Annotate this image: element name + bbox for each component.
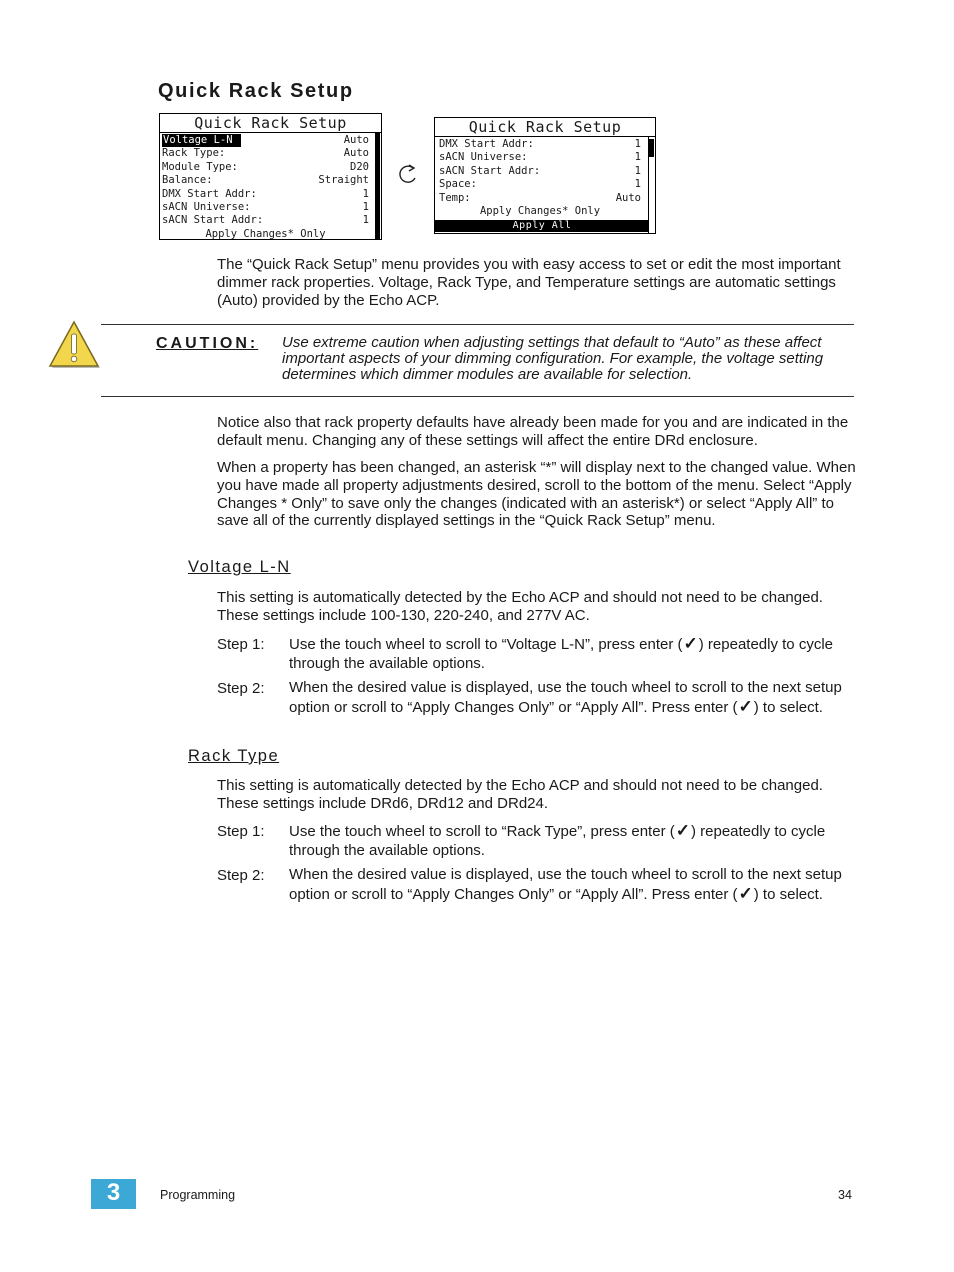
rack-type-step2-text: When the desired value is displayed, use the touch wheel to scroll to the next setup option or scroll to “Apply Changes Only” or “Apply All”. Press enter (✓) to select. <box>289 866 842 903</box>
lcd-apply-all-highlight: Apply All <box>435 220 649 232</box>
lcd-row-balance: Balance: Straight <box>162 174 369 187</box>
notice-paragraph: Notice also that rack property defaults have already been made for you and are indicated in the default menu. Changing any of these settings will affect the entire DRd enclosure. <box>217 414 849 449</box>
page-title: Quick Rack Setup <box>158 80 354 102</box>
lcd-row-rack-type: Rack Type: Auto <box>162 147 369 160</box>
lcd-row-module-type: Module Type: D20 <box>162 160 369 173</box>
caution-bottom-rule <box>101 396 854 397</box>
lcd-scrollbar <box>375 133 380 239</box>
rack-type-step1-text: Use the touch wheel to scroll to “Rack Type”, press enter (✓) repeatedly to cycle through the available options. <box>289 821 826 859</box>
check-icon: ✓ <box>738 696 753 716</box>
voltage-heading: Voltage L-N <box>188 558 291 576</box>
lcd-footer-apply-changes: Apply Changes* Only <box>479 204 601 217</box>
voltage-step2-label: Step 2: <box>217 680 265 697</box>
lcd-scrollbar-thumb <box>649 139 654 157</box>
chapter-number-badge: 3 <box>91 1179 136 1209</box>
page-number: 34 <box>838 1188 852 1202</box>
rack-type-paragraph: This setting is automatically detected by the Echo ACP and should not need to be changed. These settings include DRd6, DRd12 and DRd24. <box>217 777 823 812</box>
rack-type-step1-label: Step 1: <box>217 823 265 840</box>
changed-paragraph: When a property has been changed, an asterisk “*” will display next to the changed value. When you have made all property adjustments desired, scroll to the bottom of the menu. Select “Apply Changes * Only” to save only the changes (indicated with an asterisk*) or select “Apply All” to save all of the currently displayed settings in the “Quick Rack Setup” menu. <box>217 459 856 530</box>
lcd-row-dmx-start: DMX Start Addr: 1 <box>162 187 369 200</box>
rack-type-heading: Rack Type <box>188 747 280 765</box>
lcd-screen-title: Quick Rack Setup <box>160 114 381 133</box>
lcd-row-sacn-universe: sACN Universe: 1 <box>162 200 369 213</box>
caution-label: CAUTION: <box>156 335 259 352</box>
caution-top-rule <box>101 324 854 325</box>
lcd-screen-title: Quick Rack Setup <box>435 118 655 137</box>
voltage-paragraph: This setting is automatically detected by the Echo ACP and should not need to be changed. These settings include 100-130, 220-240, and 277V AC. <box>217 589 823 624</box>
voltage-step1-text: Use the touch wheel to scroll to “Voltage L-N”, press enter (✓) repeatedly to cycle through the available options. <box>289 634 833 672</box>
warning-triangle-icon <box>48 318 100 370</box>
check-icon: ✓ <box>683 634 698 653</box>
check-icon: ✓ <box>738 883 753 903</box>
lcd-row-space: Space: 1 <box>439 178 641 191</box>
intro-paragraph: The “Quick Rack Setup” menu provides you with easy access to set or edit the most important dimmer rack properties. Voltage, Rack Type, and Temperature settings are automatic settings (Auto) provided by the Echo ACP. <box>217 256 841 309</box>
lcd-row-sacn-start: sACN Start Addr: 1 <box>439 164 641 177</box>
caution-text: Use extreme caution when adjusting settings that default to “Auto” as these affect important aspects of your dimming configuration. For example, the voltage setting determines which dimmer modules are available for selection. <box>282 334 824 384</box>
lcd-row-sacn-start: sACN Start Addr: 1 <box>162 214 369 227</box>
rotate-icon <box>396 162 420 186</box>
lcd-footer-apply-changes: Apply Changes* Only <box>205 227 326 240</box>
voltage-step2-text: When the desired value is displayed, use the touch wheel to scroll to the next setup option or scroll to “Apply Changes Only” or “Apply All”. Press enter (✓) to select. <box>289 679 842 716</box>
voltage-step1-label: Step 1: <box>217 636 265 653</box>
lcd-screen-main <box>159 113 382 240</box>
check-icon: ✓ <box>675 821 690 840</box>
lcd-screen-scrolled <box>434 117 656 234</box>
rack-type-step2-label: Step 2: <box>217 867 265 884</box>
lcd-row-sacn-universe: sACN Universe: 1 <box>439 151 641 164</box>
lcd-row-temp: Temp: Auto <box>439 191 641 204</box>
lcd-row-dmx-start: DMX Start Addr: 1 <box>439 138 641 150</box>
lcd-row-voltage: Voltage L-N Auto <box>163 134 369 146</box>
footer-section-name: Programming <box>160 1188 236 1202</box>
